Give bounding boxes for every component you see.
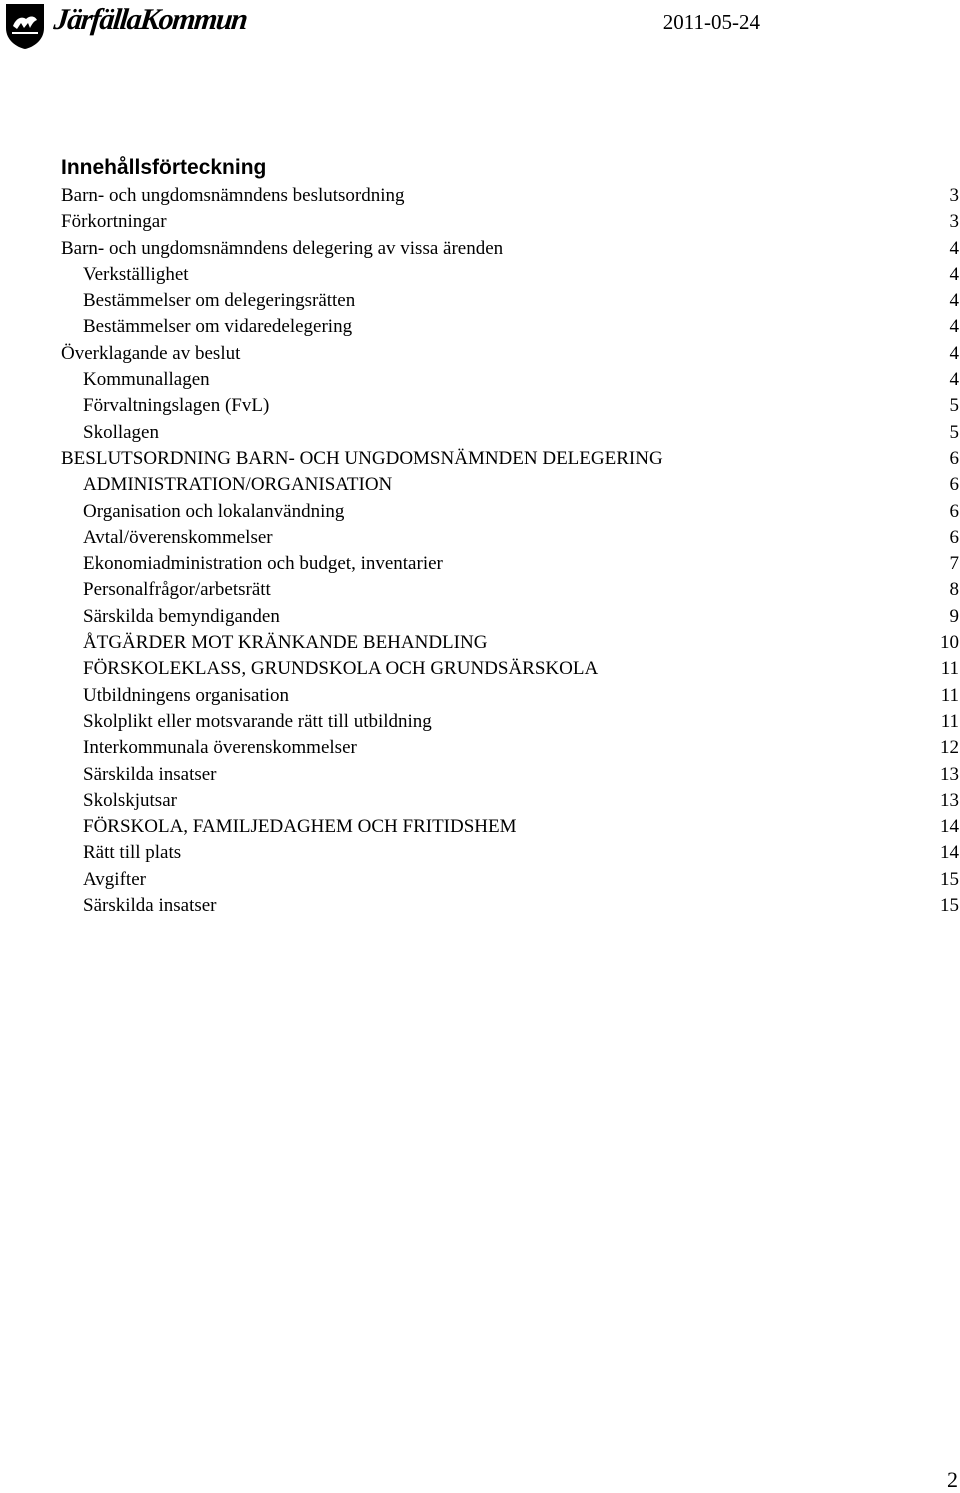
toc-entry-page: 11 [940, 658, 959, 680]
toc-entry-page: 6 [949, 500, 959, 522]
toc-entry[interactable] [61, 656, 959, 682]
toc-entry-page: 9 [949, 605, 959, 627]
toc-entry[interactable] [61, 867, 959, 893]
toc-entry-page: 3 [949, 211, 959, 233]
toc-entry-text: Särskilda bemyndiganden [83, 605, 280, 627]
toc-entry-page: 14 [940, 816, 959, 838]
toc-entry[interactable] [61, 393, 959, 419]
toc-entry-text: Organisation och lokalanvändning [83, 500, 345, 522]
toc-entry-text: Bestämmelser om delegeringsrätten [83, 290, 356, 312]
table-of-contents [61, 183, 959, 919]
toc-entry-page: 6 [949, 447, 959, 469]
document-date: 2011-05-24 [662, 10, 760, 34]
toc-entry-text: Skollagen [83, 421, 159, 443]
toc-entry-page: 15 [940, 895, 959, 917]
toc-entry-page: 11 [940, 684, 959, 706]
toc-entry[interactable] [61, 367, 959, 393]
toc-entry-page: 6 [949, 526, 959, 548]
toc-entry-page: 4 [949, 342, 959, 364]
toc-entry-text: Ekonomiadministration och budget, inventarier [83, 553, 443, 575]
toc-entry[interactable] [61, 420, 959, 446]
toc-entry-text: ADMINISTRATION/ORGANISATION [83, 474, 393, 496]
toc-entry-text: ÅTGÄRDER MOT KRÄNKANDE BEHANDLING [83, 632, 488, 654]
toc-entry[interactable] [61, 683, 959, 709]
toc-entry-page: 3 [949, 185, 959, 206]
toc-entry[interactable] [61, 630, 959, 656]
toc-entry[interactable] [61, 288, 959, 314]
toc-entry-text: BESLUTSORDNING BARN- OCH UNGDOMSNÄMNDEN DELEGERING [61, 447, 663, 469]
page-number: 2 [947, 1467, 958, 1492]
toc-entry[interactable] [61, 341, 959, 367]
toc-entry[interactable] [61, 577, 959, 603]
toc-entry-page: 11 [940, 710, 959, 732]
toc-entry-text: Verkställighet [83, 263, 189, 285]
toc-entry[interactable] [61, 209, 959, 235]
toc-entry-text: Särskilda insatser [83, 895, 217, 917]
toc-entry[interactable] [61, 236, 959, 262]
toc-entry-page: 7 [949, 553, 959, 575]
toc-entry-page: 5 [949, 421, 959, 443]
toc-entry-page: 8 [949, 579, 959, 601]
toc-entry-text: Utbildningens organisation [83, 684, 289, 706]
toc-entry[interactable] [61, 525, 959, 551]
toc-entry[interactable] [61, 893, 959, 919]
toc-entry-page: 13 [940, 763, 959, 785]
toc-entry-text: FÖRSKOLA, FAMILJEDAGHEM OCH FRITIDSHEM [83, 816, 517, 838]
toc-entry[interactable] [61, 604, 959, 630]
toc-entry[interactable] [61, 814, 959, 840]
toc-heading: Innehållsförteckning [61, 156, 267, 179]
toc-entry-page: 14 [940, 842, 959, 864]
toc-entry-page: 4 [949, 290, 959, 312]
toc-entry-text: Överklagande av beslut [61, 342, 241, 364]
toc-entry-text: Kommunallagen [83, 369, 210, 391]
toc-entry-text: Rätt till plats [83, 842, 182, 864]
municipality-logo-text: JärfällaKommun [52, 3, 249, 36]
toc-entry[interactable] [61, 735, 959, 761]
toc-entry-page: 5 [949, 395, 959, 417]
toc-entry-page: 10 [940, 632, 959, 654]
toc-entry-page: 4 [949, 237, 959, 259]
toc-entry-page: 6 [949, 474, 959, 496]
toc-entry-page: 12 [940, 737, 959, 759]
toc-entry-text: Interkommunala överenskommelser [83, 737, 357, 759]
toc-entry-text: Förkortningar [61, 211, 167, 233]
toc-entry-text: Skolskjutsar [83, 789, 177, 811]
toc-entry[interactable] [61, 262, 959, 288]
toc-entry[interactable] [61, 840, 959, 866]
toc-entry-page: 4 [949, 316, 959, 338]
toc-entry-page: 15 [940, 868, 959, 890]
toc-entry[interactable] [61, 472, 959, 498]
municipality-crest-icon [4, 2, 46, 50]
toc-entry-text: Förvaltningslagen (FvL) [83, 395, 270, 417]
toc-entry[interactable] [61, 788, 959, 814]
page-header [0, 0, 960, 60]
toc-entry-text: Bestämmelser om vidaredelegering [83, 316, 353, 338]
toc-entry-text: Personalfrågor/arbetsrätt [83, 579, 271, 601]
toc-entry-text: Barn- och ungdomsnämndens beslutsordning [61, 185, 405, 206]
toc-entry[interactable] [61, 314, 959, 340]
toc-entry-text: Särskilda insatser [83, 763, 217, 785]
toc-entry[interactable] [61, 446, 959, 472]
toc-entry-page: 4 [949, 263, 959, 285]
toc-entry-text: Avtal/överenskommelser [83, 526, 273, 548]
toc-entry[interactable] [61, 499, 959, 525]
toc-entry-text: Barn- och ungdomsnämndens delegering av vissa ärenden [61, 237, 504, 259]
toc-entry-text: Skolplikt eller motsvarande rätt till utbildning [83, 710, 432, 732]
toc-entry[interactable] [61, 762, 959, 788]
toc-entry-text: FÖRSKOLEKLASS, GRUNDSKOLA OCH GRUNDSÄRSKOLA [83, 658, 599, 680]
toc-entry[interactable] [61, 709, 959, 735]
toc-entry-page: 13 [940, 789, 959, 811]
toc-entry[interactable] [61, 183, 959, 209]
toc-entry-text: Avgifter [83, 868, 146, 890]
toc-entry-page: 4 [949, 369, 959, 391]
toc-entry[interactable] [61, 551, 959, 577]
